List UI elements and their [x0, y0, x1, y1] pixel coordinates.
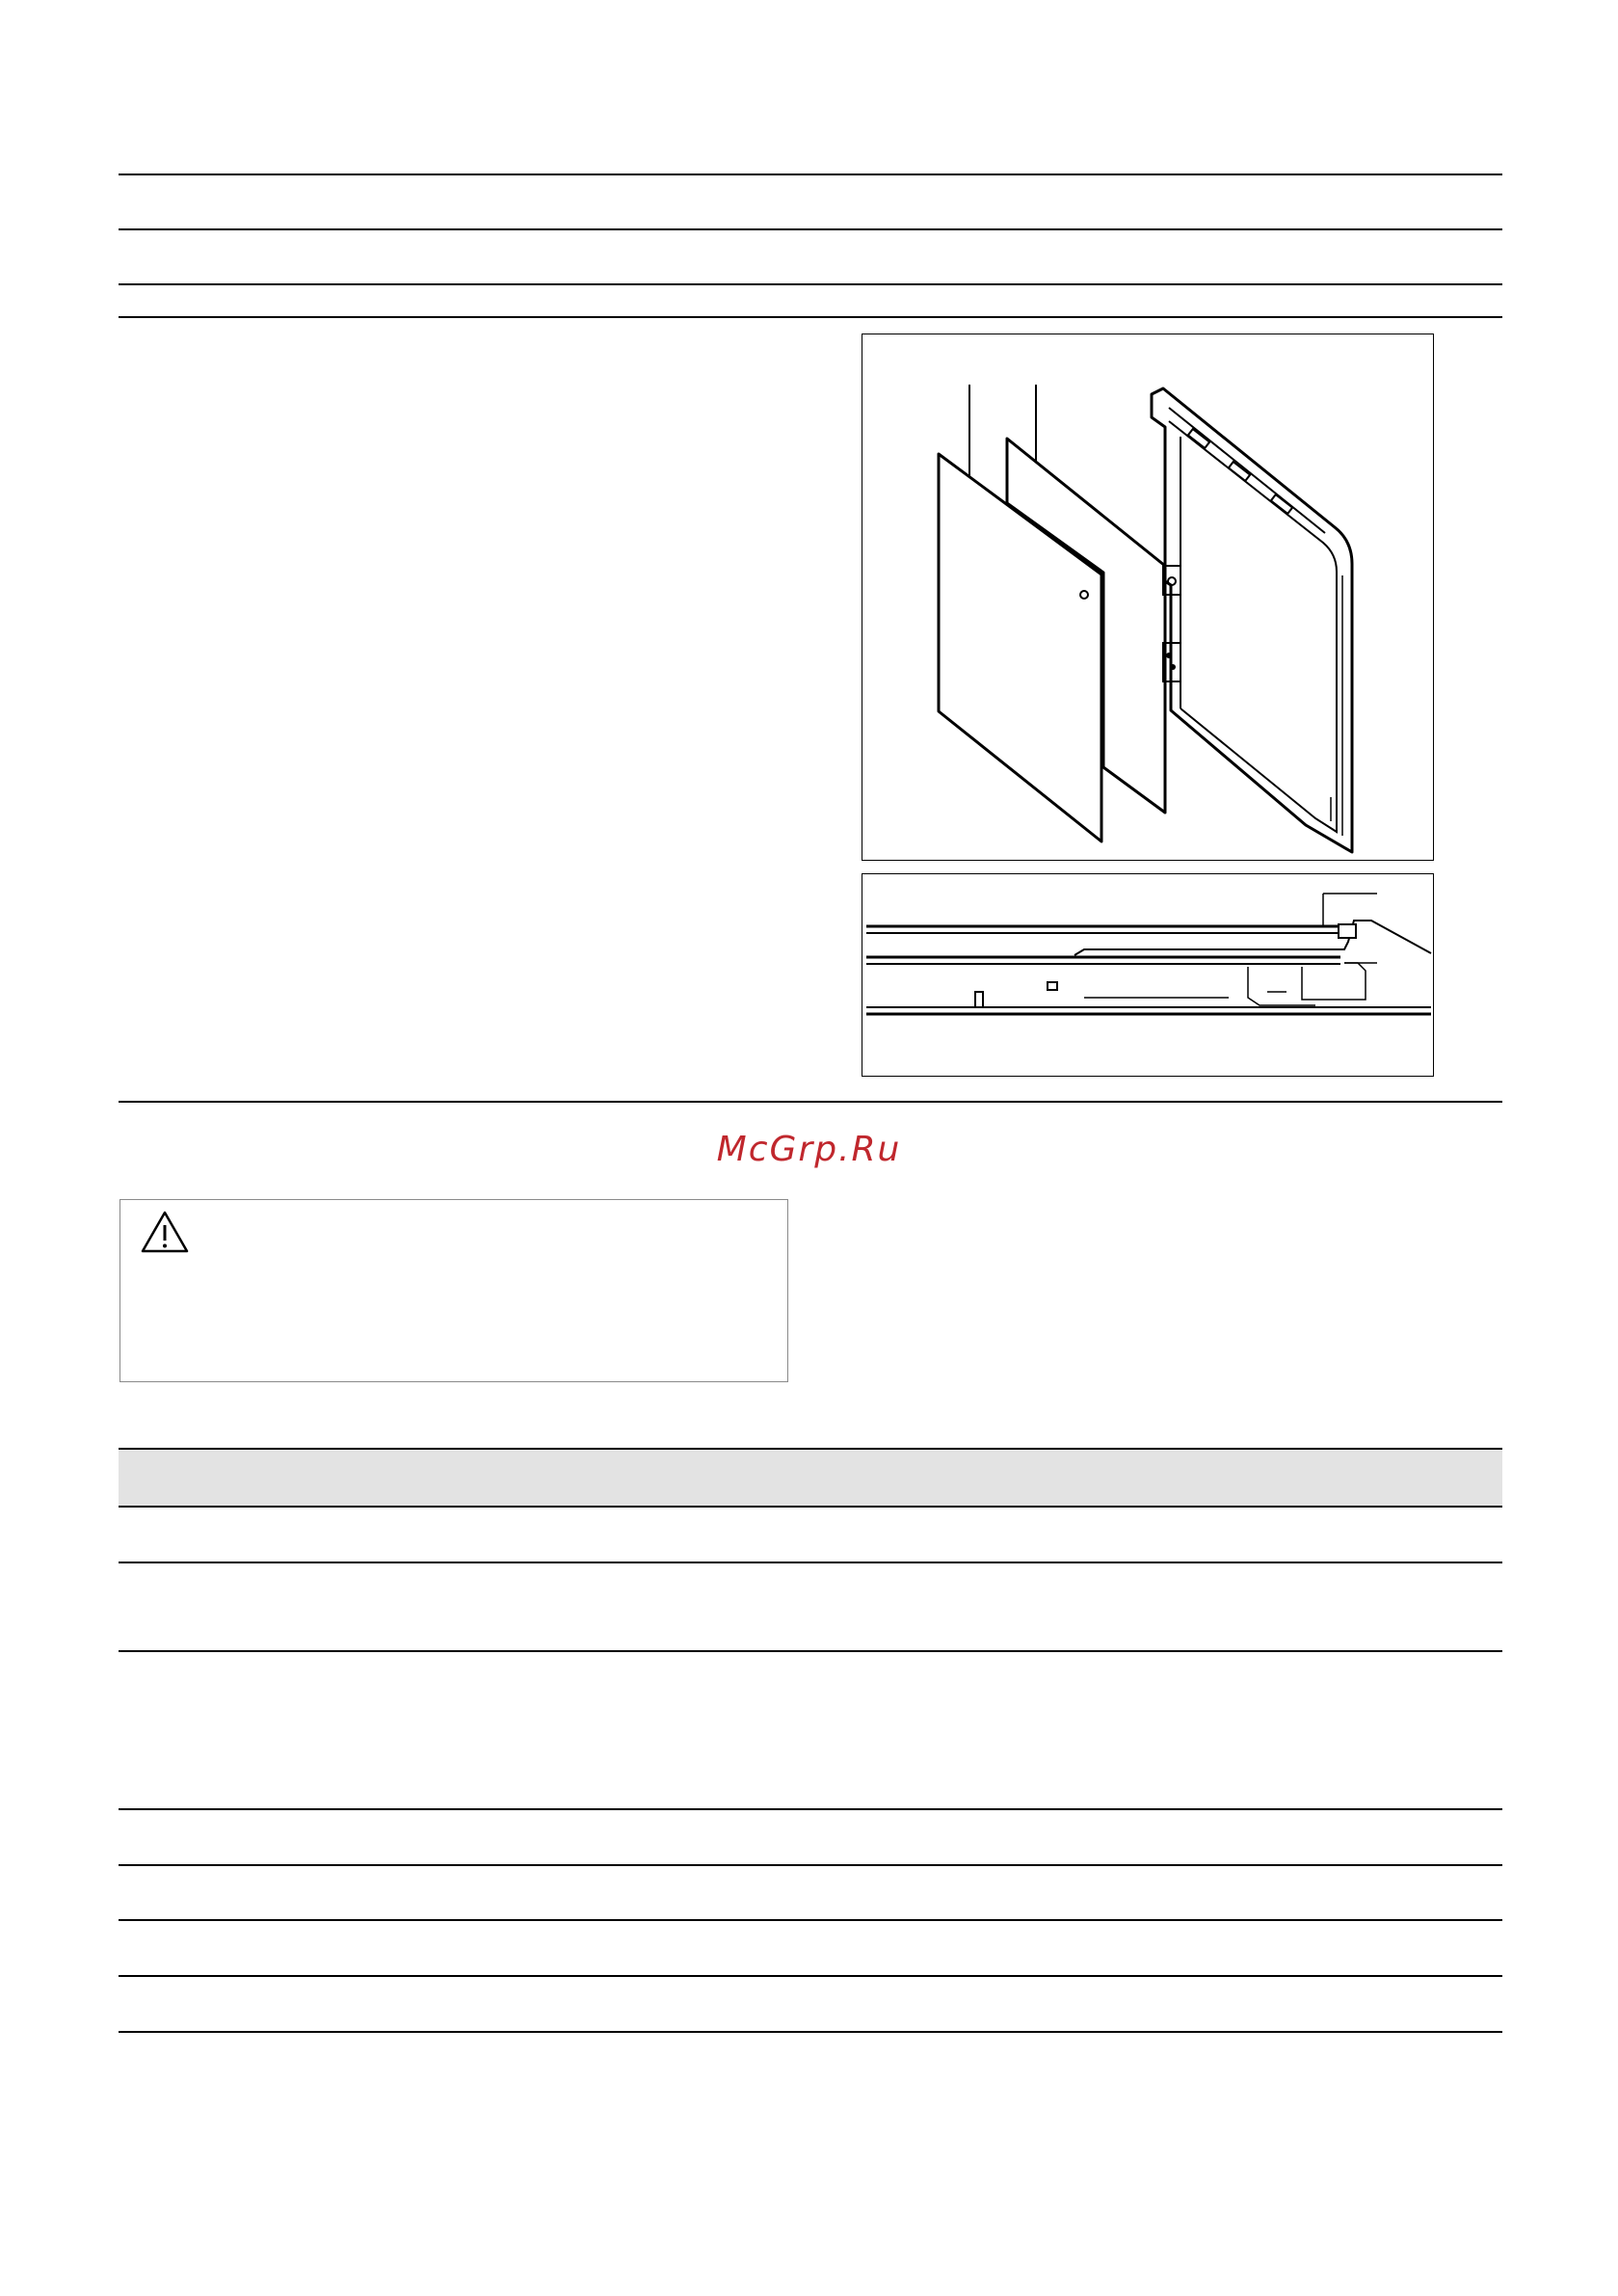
warning-box: [119, 1199, 788, 1382]
table-rule-5: [119, 1864, 1502, 1866]
header-rule-1: [119, 174, 1502, 175]
section-rule: [119, 1101, 1502, 1103]
table-header: [119, 1448, 1502, 1506]
header-rule-4: [119, 316, 1502, 318]
table-rule-6: [119, 1919, 1502, 1921]
watermark[interactable]: McGrp.Ru: [716, 1130, 902, 1169]
table-rule-top: [119, 1448, 1502, 1450]
cross-section-illustration: [862, 873, 1434, 1077]
door-glass-drawing: [862, 334, 1435, 862]
table-rule-2: [119, 1562, 1502, 1563]
table-rule-3: [119, 1650, 1502, 1652]
header-rule-2: [119, 228, 1502, 230]
header-rule-3: [119, 283, 1502, 285]
warning-triangle-icon: [140, 1210, 190, 1254]
table-rule-7: [119, 1975, 1502, 1977]
door-glass-illustration: [862, 334, 1434, 861]
cross-section-drawing: [862, 874, 1435, 1078]
table-rule-4: [119, 1808, 1502, 1810]
table-rule-1: [119, 1506, 1502, 1508]
table-rule-8: [119, 2031, 1502, 2033]
